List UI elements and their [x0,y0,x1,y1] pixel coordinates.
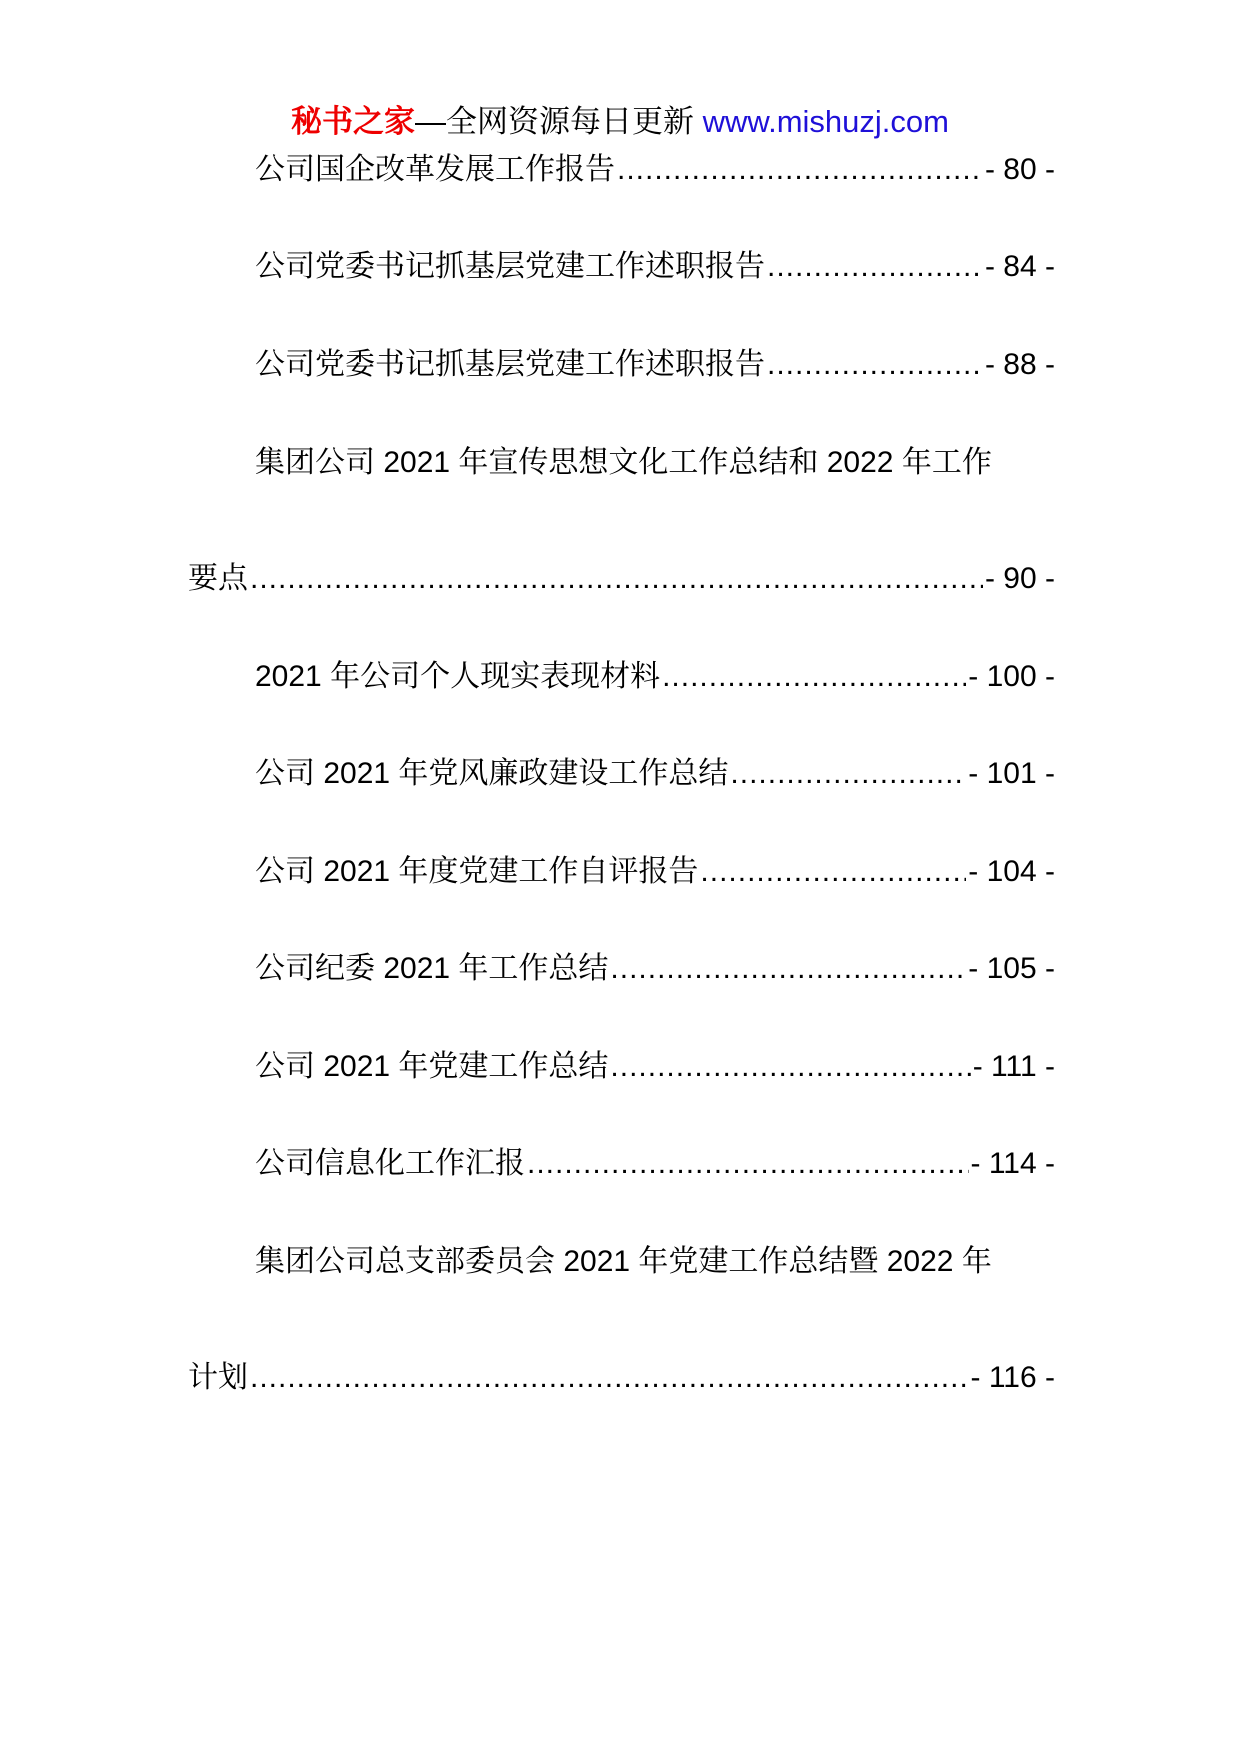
toc-entry-title: 公司 2021 年度党建工作自评报告 [255,855,699,888]
toc-page-number: - 104 - [968,855,1055,888]
toc-entry-line2[interactable] [188,1356,1055,1400]
site-url[interactable]: www.mishuzj.com [702,104,949,139]
toc-entry[interactable] [188,148,1055,192]
toc-entry-title-continued: 要点 [188,562,248,595]
toc-entry-title: 集团公司 2021 年宣传思想文化工作总结和 2022 年工作 [255,446,992,479]
toc-entry-title: 公司 2021 年党建工作总结 [255,1050,609,1083]
toc-entry[interactable] [188,1045,1055,1089]
toc-entry-title: 公司信息化工作汇报 [255,1147,525,1180]
toc-entry-line1[interactable] [188,1240,1055,1284]
toc-dot-leader [730,752,966,796]
toc-entry-title: 公司 2021 年党风廉政建设工作总结 [255,757,729,790]
toc-page-number: - 90 - [984,562,1055,595]
toc-entry[interactable] [188,343,1055,387]
toc-page-number: - 111 - [972,1050,1055,1083]
toc-page-number: - 80 - [984,153,1055,186]
toc-entry[interactable] [188,245,1055,289]
brand-name: 秘书之家 [291,104,416,139]
header-tagline: —全网资源每日更新 [415,104,695,139]
toc-entry-line2[interactable] [188,557,1055,601]
toc-dot-leader [610,947,966,991]
toc-entry[interactable] [188,655,1055,699]
toc-page-number: - 84 - [984,250,1055,283]
toc-entry-line1[interactable] [188,441,1055,485]
toc-entry[interactable] [188,850,1055,894]
toc-entry-title: 2021 年公司个人现实表现材料 [255,660,661,693]
toc-entry[interactable] [188,1142,1055,1186]
toc-dot-leader [767,245,983,289]
toc-dot-leader [700,850,966,894]
toc-entry-title: 公司纪委 2021 年工作总结 [255,952,609,985]
toc-dot-leader [250,1356,969,1400]
toc-dot-leader [250,557,983,601]
toc-page-number: - 88 - [984,348,1055,381]
toc-entry-title: 公司国企改革发展工作报告 [255,153,615,186]
toc-entry-title-continued: 计划 [188,1361,248,1394]
toc-page-number: - 101 - [968,757,1055,790]
toc-dot-leader [617,148,983,192]
toc-entry[interactable] [188,947,1055,991]
site-header [0,100,1240,144]
toc-page-number: - 116 - [970,1361,1055,1394]
toc-dot-leader [610,1045,970,1089]
toc-dot-leader [662,655,966,699]
toc-entry-title: 公司党委书记抓基层党建工作述职报告 [255,250,765,283]
toc-entry-title: 集团公司总支部委员会 2021 年党建工作总结暨 2022 年 [255,1245,992,1278]
toc-entry-title: 公司党委书记抓基层党建工作述职报告 [255,348,765,381]
toc-dot-leader [767,343,983,387]
toc-entry[interactable] [188,752,1055,796]
toc-dot-leader [527,1142,969,1186]
toc-page-number: - 114 - [970,1147,1055,1180]
toc-page-number: - 100 - [968,660,1055,693]
toc-page-number: - 105 - [968,952,1055,985]
